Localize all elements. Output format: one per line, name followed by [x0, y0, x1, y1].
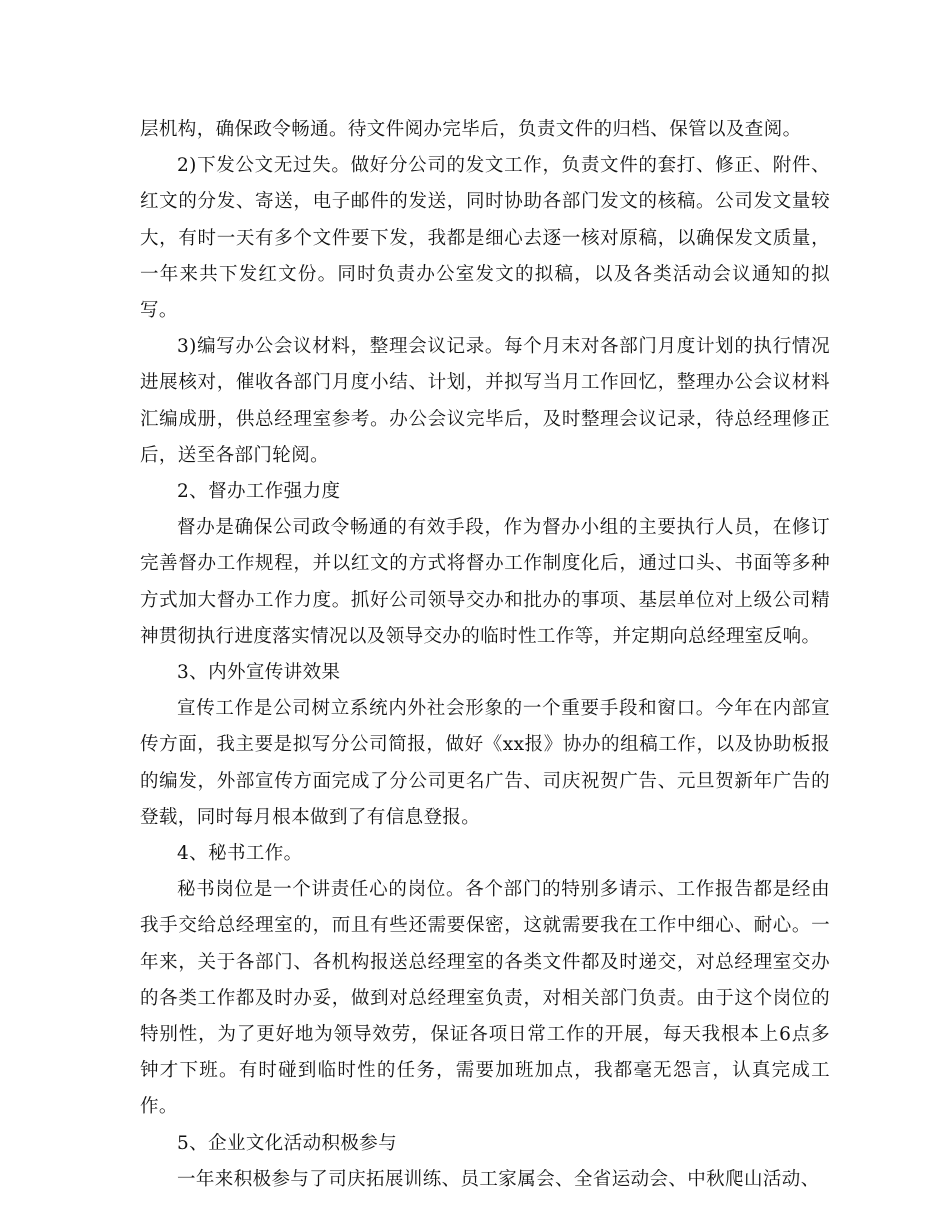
- paragraph-culture: 一年来积极参与了司庆拓展训练、员工家属会、全省运动会、中秋爬山活动、: [177, 1168, 820, 1190]
- section-heading-publicity: 3、内外宣传讲效果: [177, 662, 341, 684]
- document-body: [140, 112, 830, 1198]
- paragraph-item-2: 2)下发公文无过失。做好分公司的发文工作，负责文件的套打、修正、附件、红文的分发、寄送，电子邮件的发送，同时协助各部门发文的核稿。公司发文量较大，有时一天有多个文件要下发，我都是细心去逐一核对原稿，以确保发文质量，一年来共下发红文份。同时负责办公室发文的拟稿，以及各类活动会议通知的拟写。: [140, 155, 830, 322]
- paragraph-secretary: 秘书岗位是一个讲责任心的岗位。各个部门的特别多请示、工作报告都是经由我手交给总经理室的，而且有些还需要保密，这就需要我在工作中细心、耐心。一年来，关于各部门、各机构报送总经理室的各类文件都及时递交，对总经理室交办的各类工作都及时办妥，做到对总经理室负责，对相关部门负责。由于这个岗位的特别性，为了更好地为领导效劳，保证各项日常工作的开展，每天我根本上6点多钟才下班。有时碰到临时性的任务，需要加班加点，我都毫无怨言，认真完成工作。: [140, 879, 830, 1118]
- section-heading-culture: 5、企业文化活动积极参与: [177, 1132, 398, 1154]
- paragraph-supervision: 督办是确保公司政令畅通的有效手段，作为督办小组的主要执行人员，在修订完善督办工作规程，并以红文的方式将督办工作制度化后，通过口头、书面等多种方式加大督办工作力度。抓好公司领导交办和批办的事项、基层单位对上级公司精神贯彻执行进度落实情况以及领导交办的临时性工作等，并定期向总经理室反响。: [140, 517, 830, 647]
- paragraph-item-3: 3)编写办公会议材料，整理会议记录。每个月末对各部门月度计划的执行情况进展核对，催收各部门月度小结、计划，并拟写当月工作回忆，整理办公会议材料汇编成册，供总经理室参考。办公会议完毕后，及时整理会议记录，待总经理修正后，送至各部门轮阅。: [140, 336, 830, 466]
- paragraph-publicity: 宣传工作是公司树立系统内外社会形象的一个重要手段和窗口。今年在内部宣传方面，我主要是拟写分公司简报，做好《xx报》协办的组稿工作，以及协助板报的编发，外部宣传方面完成了分公司更名广告、司庆祝贺广告、元旦贺新年广告的登载，同时每月根本做到了有信息登报。: [140, 698, 830, 828]
- section-heading-supervision: 2、督办工作强力度: [177, 481, 341, 503]
- paragraph-continuation: 层机构，确保政令畅通。待文件阅办完毕后，负责文件的归档、保管以及查阅。: [140, 119, 802, 140]
- section-heading-secretary: 4、秘书工作。: [177, 843, 303, 865]
